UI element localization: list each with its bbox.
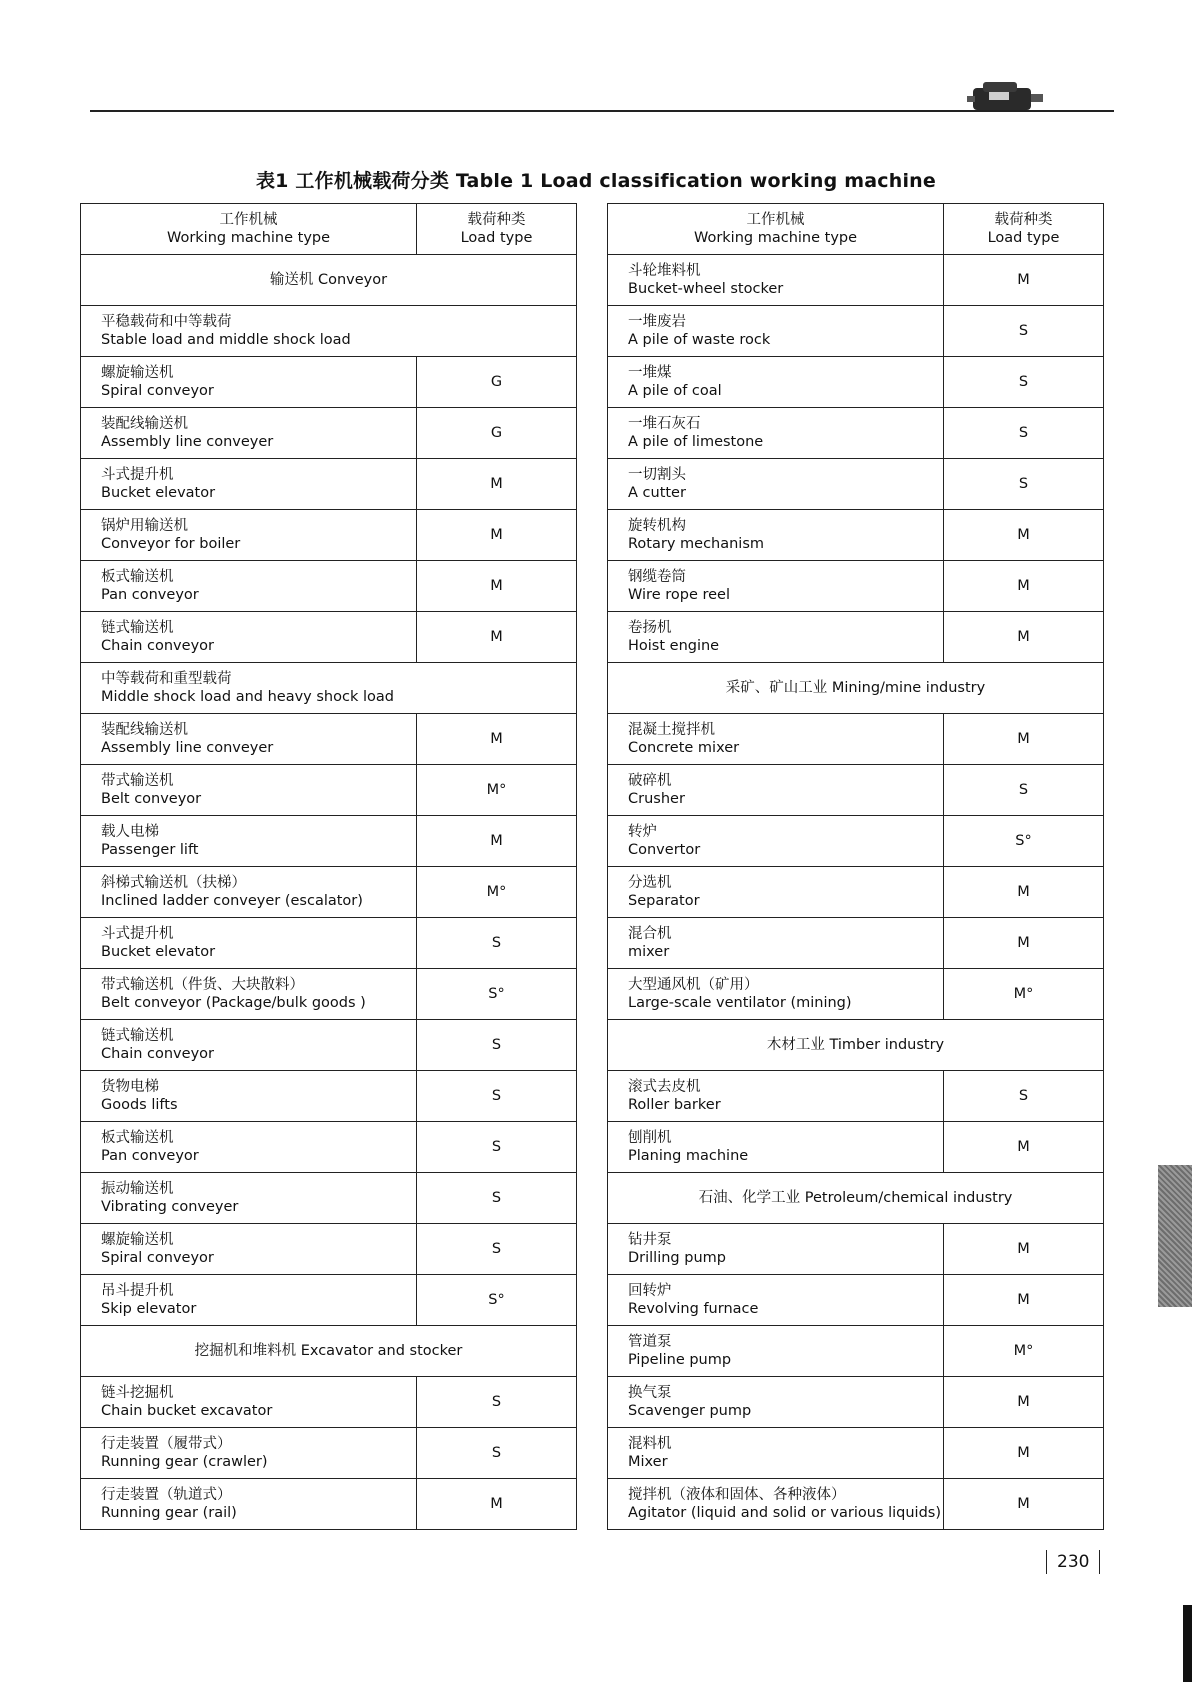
- machine-name: 破碎机 Crusher: [608, 765, 944, 816]
- machine-name: 一堆石灰石 A pile of limestone: [608, 408, 944, 459]
- load-value: S: [417, 1224, 577, 1275]
- table-row: [608, 459, 1104, 510]
- load-value: M: [944, 918, 1104, 969]
- table-row: [81, 867, 577, 918]
- load-value: M°: [944, 969, 1104, 1020]
- load-value: M: [944, 714, 1104, 765]
- table-row: [81, 816, 577, 867]
- load-value: M: [417, 1479, 577, 1530]
- machine-name: 钢缆卷筒 Wire rope reel: [608, 561, 944, 612]
- table-row: [81, 1122, 577, 1173]
- load-value: M°: [944, 1326, 1104, 1377]
- category-row: [81, 663, 577, 714]
- table-row: [608, 408, 1104, 459]
- table-row: [81, 918, 577, 969]
- machine-name: 卷扬机 Hoist engine: [608, 612, 944, 663]
- table-row: [608, 255, 1104, 306]
- section-petroleum: 石油、化学工业 Petroleum/chemical industry: [608, 1173, 1104, 1224]
- section-row: [81, 1326, 577, 1377]
- machine-name: 吊斗提升机 Skip elevator: [81, 1275, 417, 1326]
- load-value: M: [417, 459, 577, 510]
- machine-name: 斗式提升机 Bucket elevator: [81, 918, 417, 969]
- table-row: [81, 714, 577, 765]
- load-value: M: [944, 1428, 1104, 1479]
- section-row: [608, 1020, 1104, 1071]
- machine-name: 回转炉 Revolving furnace: [608, 1275, 944, 1326]
- section-row: [608, 663, 1104, 714]
- load-value: S: [944, 459, 1104, 510]
- table-row: [608, 714, 1104, 765]
- table-row: [608, 1479, 1104, 1530]
- table-row: [608, 1428, 1104, 1479]
- table-row: [608, 357, 1104, 408]
- machine-name: 装配线输送机 Assembly line conveyer: [81, 714, 417, 765]
- machine-name: 混凝土搅拌机 Concrete mixer: [608, 714, 944, 765]
- section-mining: 采矿、矿山工业 Mining/mine industry: [608, 663, 1104, 714]
- table-row: [81, 357, 577, 408]
- table-row: [81, 1275, 577, 1326]
- load-value: S: [944, 306, 1104, 357]
- table-row: [608, 561, 1104, 612]
- machine-name: 链式输送机 Chain conveyor: [81, 612, 417, 663]
- machine-name: 转炉 Convertor: [608, 816, 944, 867]
- header-rule: [90, 110, 1114, 112]
- category-heavy-load: 中等载荷和重型载荷 Middle shock load and heavy shock load: [81, 663, 577, 714]
- table-row: [608, 867, 1104, 918]
- machine-name: 螺旋输送机 Spiral conveyor: [81, 357, 417, 408]
- section-row: [81, 255, 577, 306]
- load-value: M: [944, 1479, 1104, 1530]
- load-value: M: [417, 612, 577, 663]
- machine-type-header: 工作机械 Working machine type: [81, 204, 417, 255]
- machine-name: 分选机 Separator: [608, 867, 944, 918]
- load-value: M: [944, 1275, 1104, 1326]
- machine-name: 搅拌机（液体和固体、各种液体） Agitator (liquid and solid or various liquids): [608, 1479, 944, 1530]
- load-value: M: [944, 510, 1104, 561]
- load-value: S: [944, 408, 1104, 459]
- table-row: [608, 969, 1104, 1020]
- load-value: M: [417, 714, 577, 765]
- table-row: [81, 459, 577, 510]
- table-row: [608, 1071, 1104, 1122]
- machine-name: 链式输送机 Chain conveyor: [81, 1020, 417, 1071]
- table-row: [608, 510, 1104, 561]
- table-row: [81, 612, 577, 663]
- machine-name: 链斗挖掘机 Chain bucket excavator: [81, 1377, 417, 1428]
- load-value: M: [944, 867, 1104, 918]
- load-value: S: [417, 1173, 577, 1224]
- table-row: [608, 1275, 1104, 1326]
- load-value: S: [417, 1020, 577, 1071]
- table-row: [81, 510, 577, 561]
- table-row: [81, 561, 577, 612]
- table-row: [608, 1224, 1104, 1275]
- gearbox-icon: [965, 78, 1045, 114]
- table-row: [608, 306, 1104, 357]
- machine-name: 带式输送机 Belt conveyor: [81, 765, 417, 816]
- load-value: M: [417, 561, 577, 612]
- machine-name: 带式输送机（件货、大块散料） Belt conveyor (Package/bulk goods ): [81, 969, 417, 1020]
- table-row: [608, 1122, 1104, 1173]
- machine-type-header: 工作机械 Working machine type: [608, 204, 944, 255]
- load-value: M: [417, 510, 577, 561]
- load-table-left: [80, 203, 577, 1530]
- machine-name: 混合机 mixer: [608, 918, 944, 969]
- load-value: M: [944, 255, 1104, 306]
- machine-name: 一堆废岩 A pile of waste rock: [608, 306, 944, 357]
- table-row: [81, 1377, 577, 1428]
- table-header-row: [81, 204, 577, 255]
- category-stable-load: 平稳载荷和中等载荷 Stable load and middle shock load: [81, 306, 577, 357]
- load-value: S°: [417, 1275, 577, 1326]
- edge-bar: [1183, 1605, 1192, 1682]
- section-excavator: 挖掘机和堆料机 Excavator and stocker: [81, 1326, 577, 1377]
- section-timber: 木材工业 Timber industry: [608, 1020, 1104, 1071]
- load-value: S: [417, 1377, 577, 1428]
- table-row: [81, 1020, 577, 1071]
- machine-name: 板式输送机 Pan conveyor: [81, 1122, 417, 1173]
- table-title: 表1 工作机械载荷分类 Table 1 Load classification working machine: [255, 170, 936, 192]
- load-value: S: [417, 1428, 577, 1479]
- machine-name: 斜梯式输送机（扶梯） Inclined ladder conveyer (escalator): [81, 867, 417, 918]
- machine-name: 螺旋输送机 Spiral conveyor: [81, 1224, 417, 1275]
- machine-name: 滚式去皮机 Roller barker: [608, 1071, 944, 1122]
- table-row: [81, 408, 577, 459]
- machine-name: 大型通风机（矿用） Large-scale ventilator (mining): [608, 969, 944, 1020]
- chapter-side-tab: [1158, 1165, 1192, 1307]
- load-value: S: [944, 357, 1104, 408]
- machine-name: 刨削机 Planing machine: [608, 1122, 944, 1173]
- table-row: [81, 765, 577, 816]
- machine-name: 换气泵 Scavenger pump: [608, 1377, 944, 1428]
- load-value: M°: [417, 867, 577, 918]
- load-type-header: 载荷种类 Load type: [417, 204, 577, 255]
- load-value: M: [944, 1122, 1104, 1173]
- table-row: [81, 1173, 577, 1224]
- machine-name: 板式输送机 Pan conveyor: [81, 561, 417, 612]
- load-table-right: [607, 203, 1104, 1530]
- section-row: [608, 1173, 1104, 1224]
- load-value: S: [417, 1122, 577, 1173]
- machine-name: 行走装置（轨道式） Running gear (rail): [81, 1479, 417, 1530]
- table-row: [608, 918, 1104, 969]
- table-row: [81, 1071, 577, 1122]
- load-value: G: [417, 408, 577, 459]
- machine-name: 斗式提升机 Bucket elevator: [81, 459, 417, 510]
- table-header-row: [608, 204, 1104, 255]
- section-conveyor: 输送机 Conveyor: [81, 255, 577, 306]
- load-value: M: [417, 816, 577, 867]
- load-value: M°: [417, 765, 577, 816]
- table-row: [81, 1479, 577, 1530]
- table-row: [608, 1326, 1104, 1377]
- page-number: 230: [1046, 1550, 1100, 1574]
- machine-name: 斗轮堆料机 Bucket-wheel stocker: [608, 255, 944, 306]
- category-row: [81, 306, 577, 357]
- load-value: S: [944, 765, 1104, 816]
- machine-name: 钻井泵 Drilling pump: [608, 1224, 944, 1275]
- load-value: G: [417, 357, 577, 408]
- table-row: [608, 612, 1104, 663]
- machine-name: 载人电梯 Passenger lift: [81, 816, 417, 867]
- table-row: [81, 1428, 577, 1479]
- machine-name: 管道泵 Pipeline pump: [608, 1326, 944, 1377]
- machine-name: 行走装置（履带式） Running gear (crawler): [81, 1428, 417, 1479]
- load-value: S: [944, 1071, 1104, 1122]
- load-type-header: 载荷种类 Load type: [944, 204, 1104, 255]
- table-row: [608, 816, 1104, 867]
- machine-name: 一堆煤 A pile of coal: [608, 357, 944, 408]
- table-row: [81, 1224, 577, 1275]
- machine-name: 旋转机构 Rotary mechanism: [608, 510, 944, 561]
- table-row: [608, 765, 1104, 816]
- machine-name: 振动输送机 Vibrating conveyer: [81, 1173, 417, 1224]
- load-value: M: [944, 612, 1104, 663]
- machine-name: 货物电梯 Goods lifts: [81, 1071, 417, 1122]
- table-row: [608, 1377, 1104, 1428]
- machine-name: 锅炉用输送机 Conveyor for boiler: [81, 510, 417, 561]
- machine-name: 一切割头 A cutter: [608, 459, 944, 510]
- load-value: S°: [417, 969, 577, 1020]
- load-value: S: [417, 918, 577, 969]
- table-row: [81, 969, 577, 1020]
- machine-name: 混料机 Mixer: [608, 1428, 944, 1479]
- load-value: M: [944, 1377, 1104, 1428]
- load-value: M: [944, 561, 1104, 612]
- machine-name: 装配线输送机 Assembly line conveyer: [81, 408, 417, 459]
- load-value: M: [944, 1224, 1104, 1275]
- load-value: S°: [944, 816, 1104, 867]
- load-value: S: [417, 1071, 577, 1122]
